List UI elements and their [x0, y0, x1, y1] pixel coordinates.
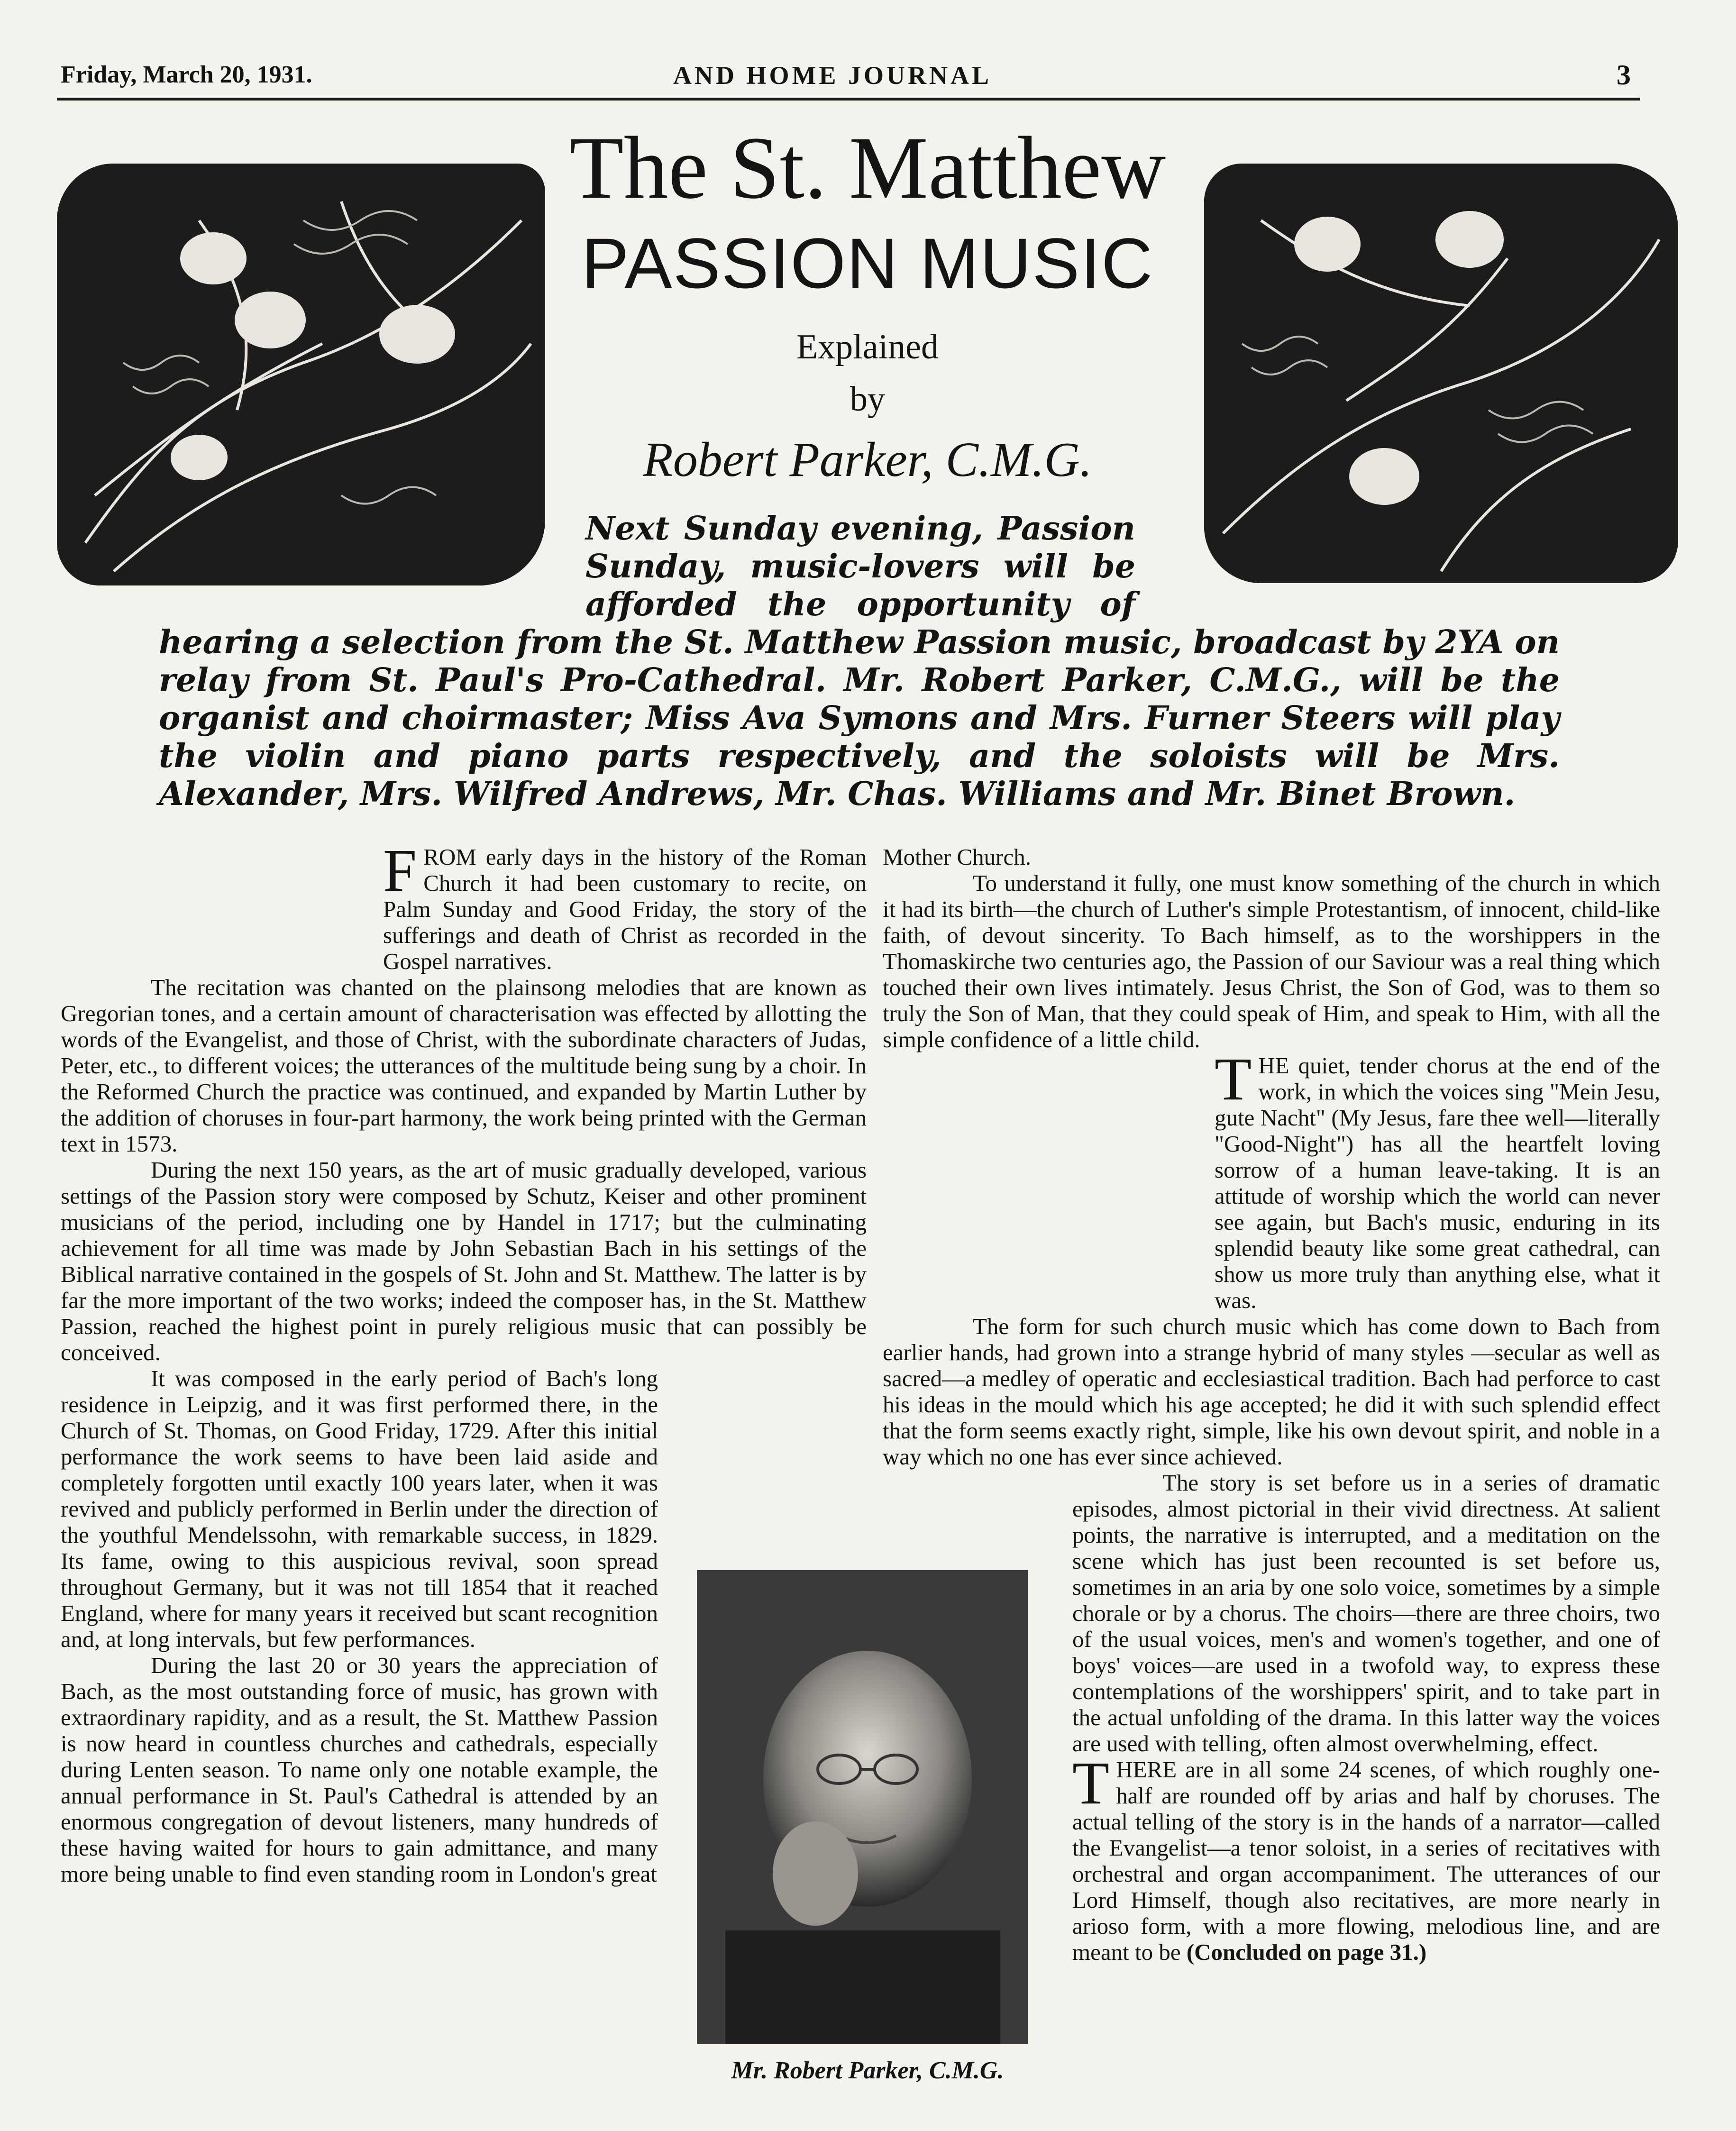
drop-cap: F — [383, 837, 417, 904]
publication-title: AND HOME JOURNAL — [673, 61, 992, 90]
article-title-line2: PASSION MUSIC — [581, 223, 1154, 303]
woodcut-angels-left — [57, 164, 545, 585]
issue-date: Friday, March 20, 1931. — [61, 61, 312, 88]
subtitle-explained: Explained — [796, 328, 939, 366]
paragraph: During the next 150 years, as the art of music gradually developed, various settings of the Passion story were composed by Schutz, Keiser and other prominent musicians of the period, including one by Handel in 1717; but the culminating achievement for all time was made by John Sebastian Bach in his settings of the Biblical narrative contained in the gospels of St. John and St. Matthew. The latter is by far the more important of the two works; indeed the composer has, in the St. Matthew Passion, reached the highest point in purely religious music that can possibly be conceived. — [61, 1157, 867, 1365]
paragraph: The recitation was chanted on the plainsong melodies that are known as Gregorian tones, and a certain amount of characterisation was effected by allotting the words of the Evangelist, and those of Christ, with the subordinate characters of Judas, Peter, etc., to different voices; the utterances of the multitude being sung by a choir. In the Reformed Church the practice was continued, and expanded by Martin Luther by the addition of choruses in four-part harmony, the work being printed with the German text in 1573. — [61, 974, 867, 1157]
author-byline: Robert Parker, C.M.G. — [643, 432, 1092, 487]
header-rule — [57, 98, 1640, 101]
continued-note: (Concluded on page 31.) — [1186, 1939, 1427, 1965]
paragraph: To understand it fully, one must know something of the church in which it had its birth—the church of Luther's simple Protestantism, of innocent, child-like faith, of devout sincerity. To Bach himself, as to the worshippers in the Thomaskirche two centuries ago, the Passion of our Saviour was a real thing which touched their own lives intimately. Jesus Christ, the Son of God, was to them so truly the Son of Man, that they could speak of Him, and speak to Him, with all the simple confidence of a little child. — [883, 870, 1660, 1052]
paragraph — [61, 837, 867, 974]
paragraph-text: HERE are in all some 24 scenes, of which roughly one-half are rounded off by arias and half by choruses. The actual telling of the story is in the hands of a narrator—called the Evangelist—a tenor soloist, in a series of recitatives with orchestral and organ accompaniment. The utterances of our Lord Himself, though also recitatives, are more nearly in arioso form, with a more flowing, melodious line, and are meant to be — [1072, 1756, 1660, 1965]
paragraph: The form for such church music which has come down to Bach from earlier hands, had grown into a strange hybrid of many styles —secular as well as sacred—a medley of operatic and ecclesiastical tradition. Bach had perforce to cast his ideas in the mould which his age accepted; he did it with such splendid effect that the form seems exactly right, simple, like his own devout spirit, and noble in a way which no one has ever since achieved. — [883, 1313, 1660, 1470]
paragraph-text: ROM early days in the history of the Roman Church it had been customary to recite, on Palm Sunday and Good Friday, the story of the sufferings and death of Christ as recorded in the Gospel narratives. — [383, 844, 867, 974]
paragraph — [883, 1045, 1660, 1313]
paragraph: During the last 20 or 30 years the appreciation of Bach, as the most outstanding force of music, has grown with extraordinary rapidity, and as a result, the St. Matthew Passion is now heard in countless churches and cathedrals, especially during Lenten season. To name only one notable example, the annual performance in St. Paul's Cathedral is attended by an enormous congregation of devout listeners, many hundreds of these having waited for hours to gain admittance, and many more being unable to find even standing room in London's great — [61, 1652, 658, 1887]
woodcut-left-art — [57, 164, 545, 585]
intro-lead: Next Sunday evening, Passion Sunday, music-lovers will be afforded the opportunity of — [585, 510, 1135, 623]
woodcut-right-art — [1204, 164, 1678, 583]
intro-body: hearing a selection from the St. Matthew Passion music, broadcast by 2YA on relay from St. Paul's Pro-Cathedral. Mr. Robert Parker, C.M.G., will be the organist and choirmaster; Miss Ava Symons and Mrs. Furner Steers will play the violin and piano parts respectively, and the soloists will be Mrs. Alexander, Mrs. Wilfred Andrews, Mr. Chas. Williams and Mr. Binet Brown. — [159, 623, 1560, 813]
portrait-photo — [697, 1570, 1028, 2044]
portrait-art — [697, 1570, 1028, 2044]
paragraph: The story is set before us in a series of dramatic episodes, almost pictorial in their vivid directness. At salient points, the narrative is interrupted, and a meditation on the scene which has just been recounted is set before us, sometimes in an aria by one solo voice, sometimes by a simple chorale or by a chorus. The choirs—there are three choirs, two of the usual voices, men's and women's together, and one of boys' voices—are used in a twofold way, to express these contemplations of the worshippers' spirit, and to take part in the actual unfolding of the drama. In this latter way the voices are used with telling, often almost overwhelming, effect. — [1072, 1470, 1660, 1756]
drop-cap: T — [1215, 1045, 1252, 1113]
paragraph: Mother Church. — [883, 844, 1031, 870]
paragraph: It was composed in the early period of Bach's long residence in Leipzig, and it was first performed there, in the Church of St. Thomas, on Good Friday, 1729. After this initial performance the work seems to have been laid aside and completely forgotten until exactly 100 years later, when it was revived and publicly performed in Berlin under the direction of the youthful Mendelssohn, with remarkable success, in 1829. Its fame, owing to this auspicious revival, soon spread throughout Germany, but it was not till 1854 that it reached England, where for many years it received but scant recognition and, at long intervals, but few performances. — [61, 1365, 658, 1652]
woodcut-angels-right — [1204, 164, 1678, 583]
drop-cap: T — [1072, 1749, 1110, 1817]
page-number: 3 — [1617, 59, 1631, 91]
subtitle-by: by — [850, 380, 885, 419]
photo-caption: Mr. Robert Parker, C.M.G. — [731, 2057, 1004, 2084]
paragraph-text: HE quiet, tender chorus at the end of the work, in which the voices sing "Mein Jesu, gute Nacht" (My Jesus, fare thee well—literally "Good-Night") has all the heartfelt loving sorrow of a human leave-taking. It is an attitude of worship which the world can never see again, but Bach's music, enduring in its splendid beauty like some great cathedral, can show us more truly than anything else, what it was. — [1215, 1052, 1660, 1313]
article-title-line1: The St. Matthew — [569, 118, 1166, 217]
